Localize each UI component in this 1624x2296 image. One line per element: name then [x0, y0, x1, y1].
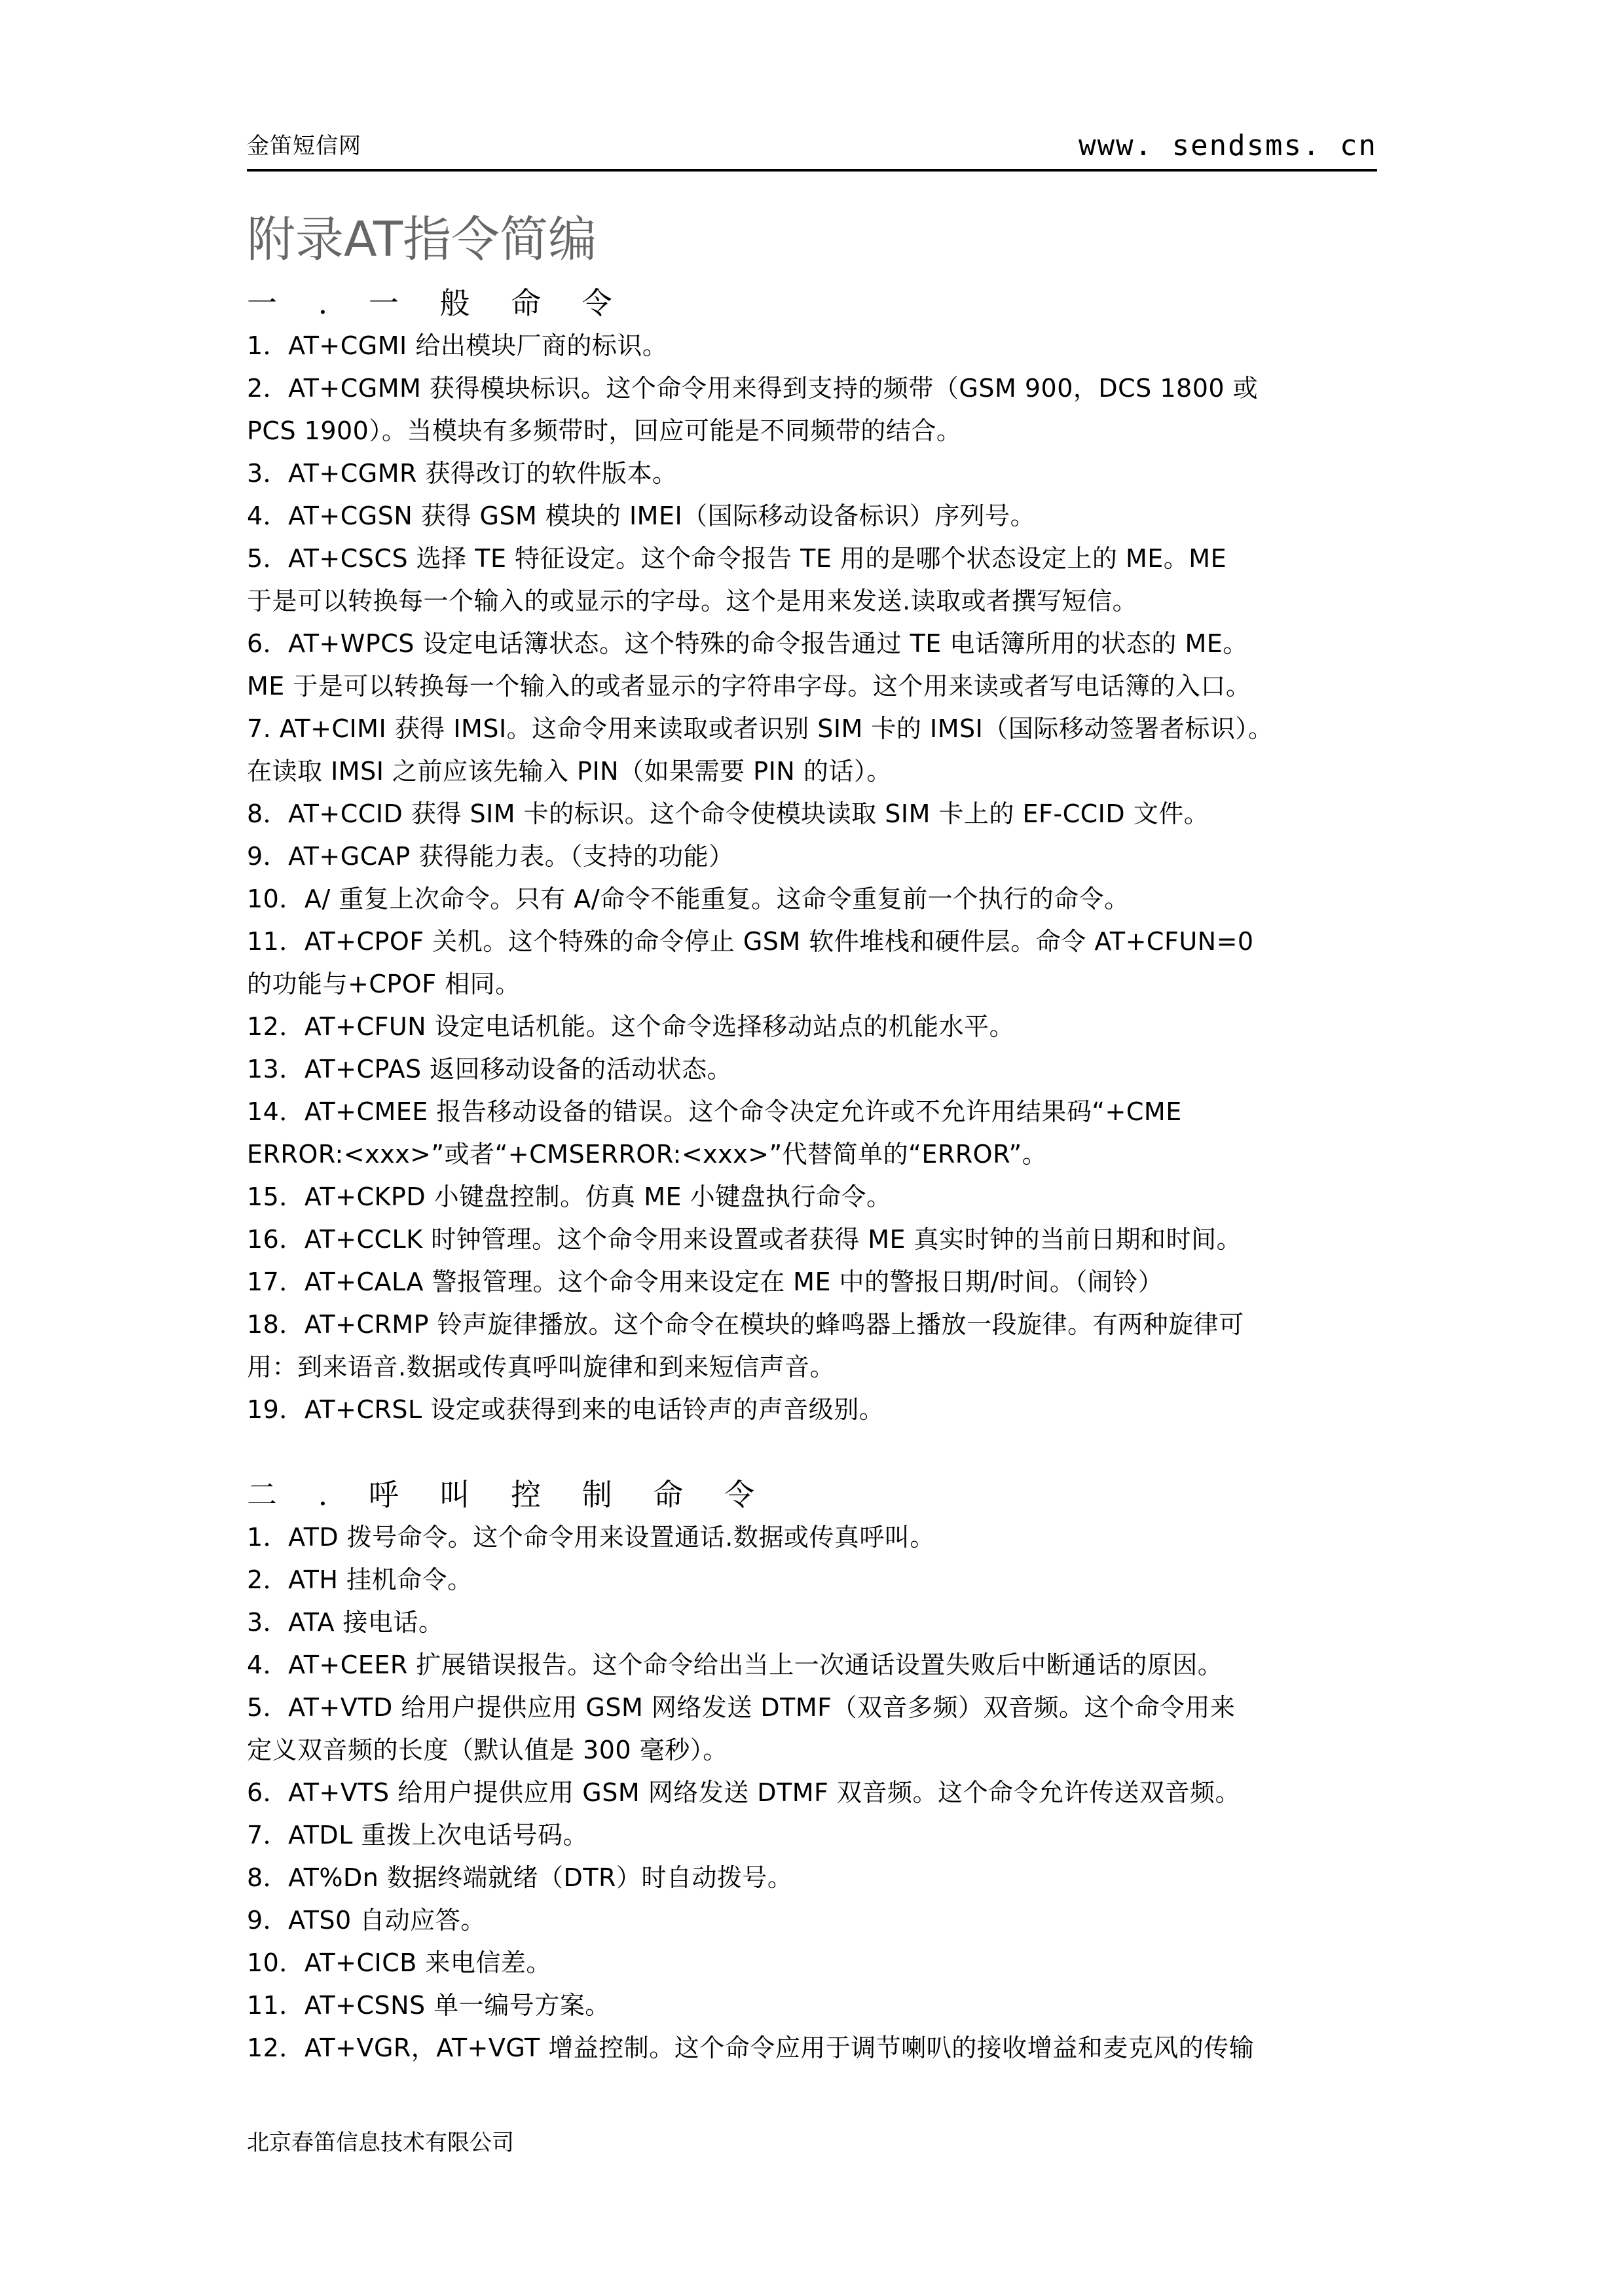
text-line: 15．AT+CKPD 小键盘控制。仿真 ME 小键盘执行命令。	[247, 1182, 892, 1211]
text-line: 12．AT+CFUN 设定电话机能。这个命令选择移动站点的机能水平。	[247, 1012, 1015, 1041]
document-body	[247, 207, 1377, 2069]
text-line: 7. AT+CIMI 获得 IMSI。这命令用来读取或者识别 SIM 卡的 IMSI（国际移动签署者标识）。	[247, 714, 1274, 743]
text-line: 11．AT+CPOF 关机。这个特殊的命令停止 GSM 软件堆栈和硬件层。命令 AT+CFUN=0	[247, 927, 1254, 956]
text-line: 于是可以转换每一个输入的或显示的字母。这个是用来发送.读取或者撰写短信。	[247, 587, 1138, 615]
section-call-control-commands	[247, 1516, 1377, 2069]
document-title: 附录AT指令简编	[247, 211, 597, 268]
text-line: 2．ATH 挂机命令。	[247, 1565, 473, 1594]
text-line: ME 于是可以转换每一个输入的或者显示的字符串字母。这个用来读或者写电话簿的入口。	[247, 672, 1251, 701]
text-line: PCS 1900）。当模块有多频带时，回应可能是不同频带的结合。	[247, 416, 962, 445]
text-line: 2．AT+CGMM 获得模块标识。这个命令用来得到支持的频带（GSM 900，DCS 1800 或	[247, 374, 1259, 403]
text-line: 1．AT+CGMI 给出模块厂商的标识。	[247, 331, 668, 360]
header-site-name: 金笛短信网	[247, 133, 361, 159]
page-footer-company: 北京春笛信息技术有限公司	[247, 2130, 514, 2156]
text-line: 4．AT+CEER 扩展错误报告。这个命令给出当上一次通话设置失败后中断通话的原因。	[247, 1650, 1223, 1679]
text-line: 8．AT+CCID 获得 SIM 卡的标识。这个命令使模块读取 SIM 卡上的 EF-CCID 文件。	[247, 799, 1209, 828]
text-line: 5．AT+VTD 给用户提供应用 GSM 网络发送 DTMF（双音多频）双音频。这个命令用来	[247, 1693, 1236, 1722]
text-line: 用：到来语音.数据或传真呼叫旋律和到来短信声音。	[247, 1353, 836, 1381]
section-spacer	[247, 1431, 1377, 1473]
header-url[interactable]: www. sendsms. cn	[1079, 129, 1377, 162]
text-line: 11．AT+CSNS 单一编号方案。	[247, 1991, 610, 2020]
text-line: 9．ATS0 自动应答。	[247, 1906, 486, 1935]
text-line: 19．AT+CRSL 设定或获得到来的电话铃声的声音级别。	[247, 1395, 885, 1424]
text-line: 17．AT+CALA 警报管理。这个命令用来设定在 ME 中的警报日期/时间。（闹铃）	[247, 1267, 1164, 1296]
text-line: 18．AT+CRMP 铃声旋律播放。这个命令在模块的蜂鸣器上播放一段旋律。有两种旋律可	[247, 1310, 1244, 1339]
text-line: 6．AT+WPCS 设定电话簿状态。这个特殊的命令报告通过 TE 电话簿所用的状态的 ME。	[247, 629, 1248, 658]
text-line: 10．AT+CICB 来电信差。	[247, 1948, 551, 1977]
text-line: 定义双音频的长度（默认值是 300 毫秒）。	[247, 1736, 728, 1764]
text-line: 13．AT+CPAS 返回移动设备的活动状态。	[247, 1055, 733, 1084]
section-heading-call-control: 二 . 呼 叫 控 制 命 令	[247, 1477, 770, 1512]
text-line: 7．ATDL 重拨上次电话号码。	[247, 1821, 588, 1850]
text-line: 在读取 IMSI 之前应该先输入 PIN（如果需要 PIN 的话）。	[247, 757, 892, 786]
text-line: 12．AT+VGR，AT+VGT 增益控制。这个命令应用于调节喇叭的接收增益和麦克风的传输	[247, 2033, 1255, 2062]
text-line: 4．AT+CGSN 获得 GSM 模块的 IMEI（国际移动设备标识）序列号。	[247, 501, 1036, 530]
text-line: 9．AT+GCAP 获得能力表。（支持的功能）	[247, 842, 734, 871]
text-line: 16．AT+CCLK 时钟管理。这个命令用来设置或者获得 ME 真实时钟的当前日期和时间。	[247, 1225, 1242, 1254]
text-line: 3．AT+CGMR 获得改订的软件版本。	[247, 459, 678, 488]
text-line: 6．AT+VTS 给用户提供应用 GSM 网络发送 DTMF 双音频。这个命令允许传送双音频。	[247, 1778, 1240, 1807]
text-line: 的功能与+CPOF 相同。	[247, 970, 521, 998]
text-line: ERROR:<xxx>”或者“+CMSERROR:<xxx>”代替简单的“ERROR”。	[247, 1140, 1048, 1169]
page-header	[247, 124, 1377, 172]
text-line: 8．AT%Dn 数据终端就绪（DTR）时自动拨号。	[247, 1863, 793, 1892]
text-line: 10．A/ 重复上次命令。只有 A/命令不能重复。这命令重复前一个执行的命令。	[247, 884, 1130, 913]
text-line: 3．ATA 接电话。	[247, 1608, 444, 1637]
section-general-commands	[247, 325, 1377, 1431]
text-line: 1．ATD 拨号命令。这个命令用来设置通话.数据或传真呼叫。	[247, 1523, 935, 1552]
text-line: 14．AT+CMEE 报告移动设备的错误。这个命令决定允许或不允许用结果码“+CME	[247, 1097, 1182, 1126]
section-heading-general: 一 . 一 般 命 令	[247, 285, 628, 321]
text-line: 5．AT+CSCS 选择 TE 特征设定。这个命令报告 TE 用的是哪个状态设定上的 ME。ME	[247, 544, 1227, 573]
